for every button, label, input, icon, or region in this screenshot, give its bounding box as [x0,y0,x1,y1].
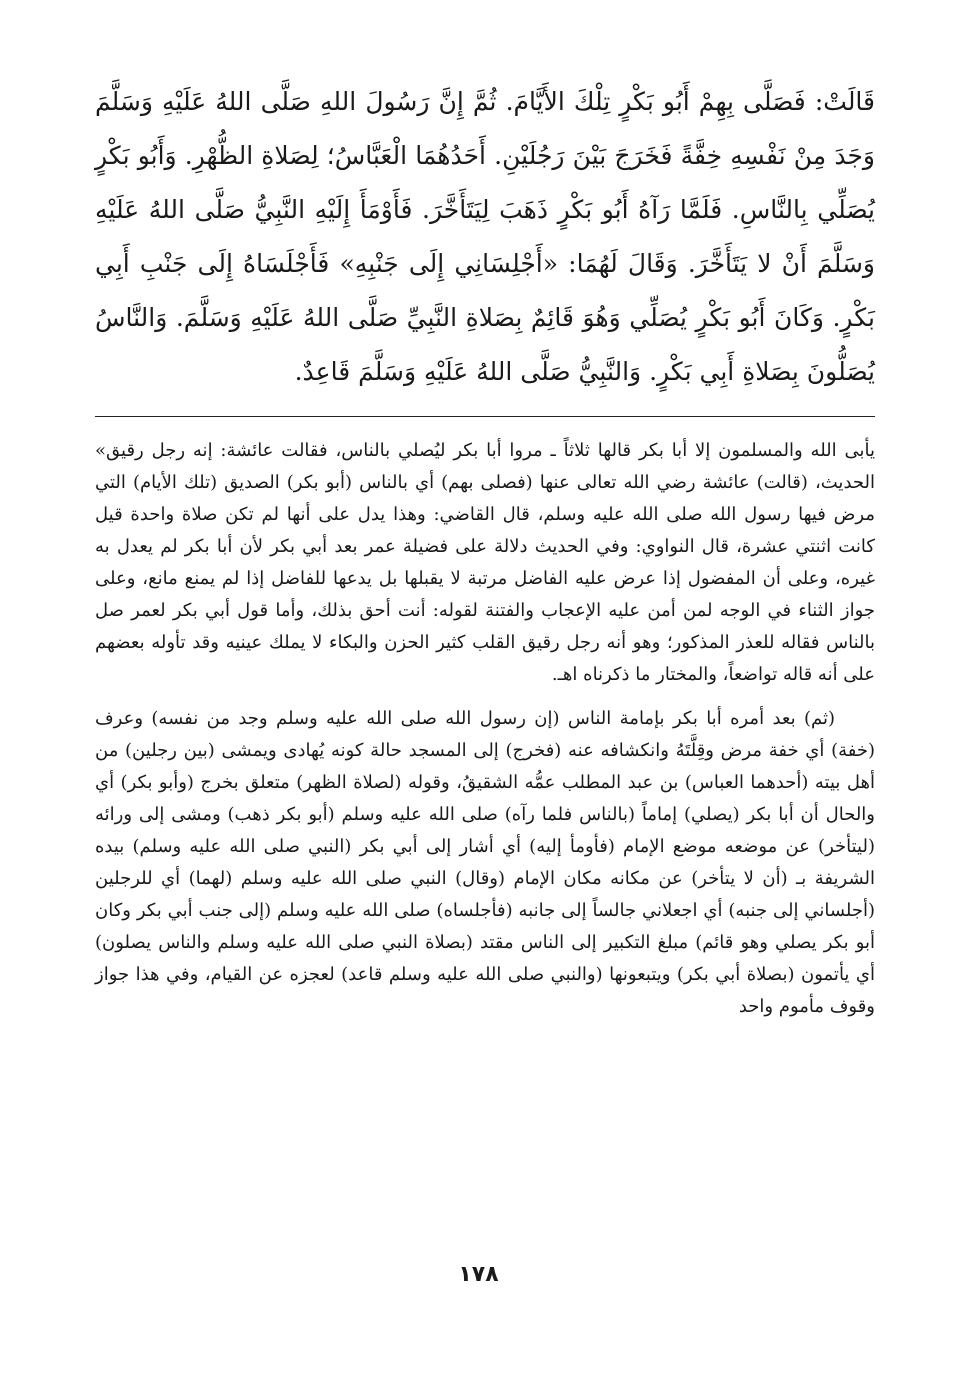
commentary-paragraph-2: (ثم) بعد أمره أبا بكر بإمامة الناس (إن رسول الله صلى الله عليه وسلم وجد من نفسه) وعرف (خفة) أي خفة مرض وقِلَّتَهُ وانكشافه عنه (فخرج) إلى المسجد حالة كونه يُهادى ويمشى (بين رجلين) من أهل بيته (أحدهما العباس) بن عبد المطلب عمُّه الشقيقُ، وقوله (لصلاة الظهر) متعلق بخرج (وأبو بكر) أي والحال أن أبا بكر (يصلي) إماماً (بالناس فلما رآه) صلى الله عليه وسلم (أبو بكر ذهب) ومشى إلى ورائه (ليتأخر) عن موضعه موضع الإمام (فأومأ إليه) أي أشار إلى أبي بكر (النبي صلى الله عليه وسلم) بيده الشريفة بـ (أن لا يتأخر) عن مكانه مكان الإمام (وقال) النبي صلى الله عليه وسلم (لهما) أي للرجلين (أجلساني إلى جنبه) أي اجعلاني جالساً إلى جانبه (فأجلساه) صلى الله عليه وسلم (إلى جنب أبي بكر وكان أبو بكر يصلي وهو قائم) مبلغ التكبير إلى الناس مقتد (بصلاة النبي صلى الله عليه وسلم والناس يصلون) أي يأتمون (بصلاة أبي بكر) ويتبعونها (والنبي صلى الله عليه وسلم قاعد) لعجزه عن القيام، وفي هذا جواز وقوف مأموم واحد [95,708,875,1017]
page-number: ١٧٨ [458,1262,499,1287]
page-body [95,75,875,1023]
commentary-paragraph-1: يأبى الله والمسلمون إلا أبا بكر قالها ثلاثاً ـ مروا أبا بكر ليُصلي بالناس، فقالت عائشة: إنه رجل رقيق» الحديث، (قالت) عائشة رضي الله تعالى عنها (فصلى بهم) أي بالناس (أبو بكر) الصديق (تلك الأيام) التي مرض فيها رسول الله صلى الله عليه وسلم، قال القاضي: وهذا يدل على أنها لم تكن صلاة واحدة قيل كانت اثنتي عشرة، قال النواوي: وفي الحديث دلالة على فضيلة عمر بعد أبي بكر لأن أبا بكر لم يعدل به غيره، وعلى أن المفضول إذا عرض عليه الفاضل مرتبة لا يقبلها بل يدعها للفاضل إذا لم يمنع مانع، وعلى جواز الثناء في الوجه لمن أمن عليه الإعجاب والفتنة لقوله: أنت أحق بذلك، وأما قول أبي بكر لعمر صل بالناس فقاله للعذر المذكور؛ وهو أنه رجل رقيق القلب كثير الحزن والبكاء لا يملك عينيه وقد تأوله بعضهم على أنه قاله تواضعاً، والمختار ما ذكرناه اهـ. [95,440,875,685]
hadith-text: قَالَتْ: فَصَلَّى بِهِمْ أَبُو بَكْرٍ تِلْكَ الأَيَّامَ. ثُمَّ إِنَّ رَسُولَ اللهِ صَلَّى اللهُ عَلَيْهِ وَسَلَّمَ وَجَدَ مِنْ نَفْسِهِ خِفَّةً فَخَرَجَ بَيْنَ رَجُلَيْنِ. أَحَدُهُمَا الْعَبَّاسُ؛ لِصَلاةِ الظُّهْرِ. وَأَبُو بَكْرٍ يُصَلِّي بِالنَّاسِ. فَلَمَّا رَآهُ أَبُو بَكْرٍ ذَهَبَ لِيَتَأَخَّرَ. فَأَوْمَأَ إِلَيْهِ النَّبِيُّ صَلَّى اللهُ عَلَيْهِ وَسَلَّمَ أَنْ لا يَتَأَخَّرَ. وَقَالَ لَهُمَا: «أَجْلِسَانِي إِلَى جَنْبِهِ» فَأَجْلَسَاهُ إِلَى جَنْبِ أَبِي بَكْرٍ. وَكَانَ أَبُو بَكْرٍ يُصَلِّي وَهُوَ قَائِمٌ بِصَلاةِ النَّبِيِّ صَلَّى اللهُ عَلَيْهِ وَسَلَّمَ. وَالنَّاسُ يُصَلُّونَ بِصَلاةِ أَبِي بَكْرٍ. وَالنَّبِيُّ صَلَّى اللهُ عَلَيْهِ وَسَلَّمَ قَاعِدٌ. [95,87,875,386]
footnote-divider [95,416,875,417]
